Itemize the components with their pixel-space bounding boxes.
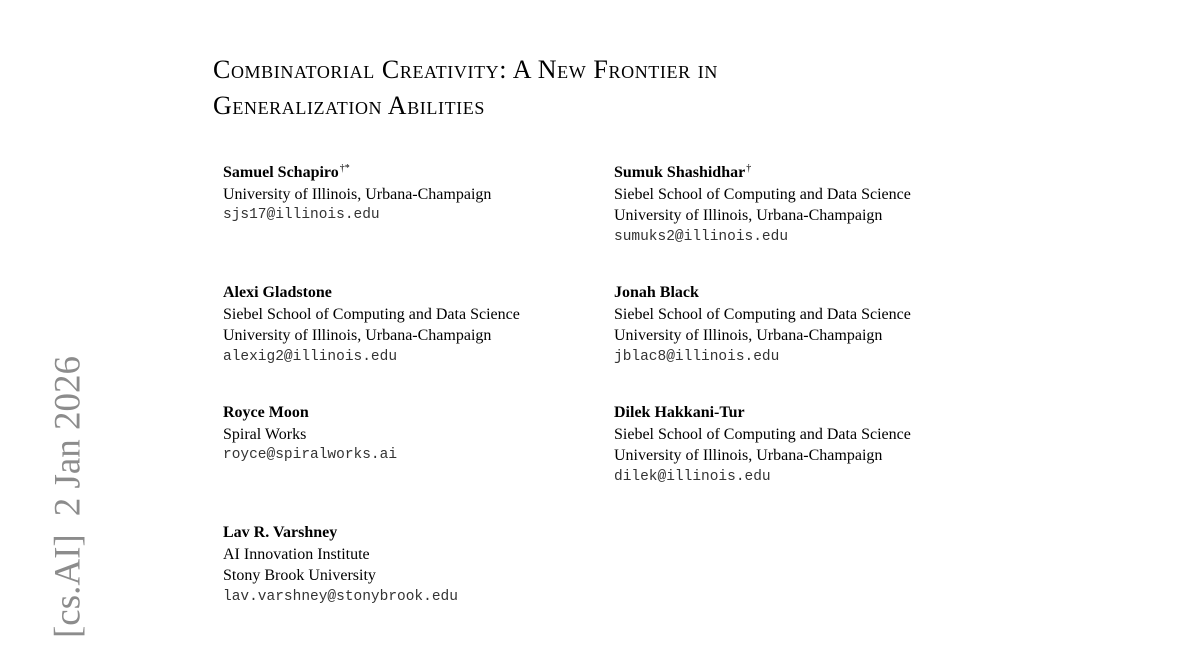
author-name: Dilek Hakkani-Tur	[614, 404, 745, 421]
author-block-gladstone	[223, 282, 520, 368]
author-block-black	[614, 282, 911, 368]
author-affiliation: AI Innovation Institute	[223, 545, 370, 563]
author-block-shashidhar	[614, 162, 911, 248]
author-block-varshney	[223, 522, 458, 608]
author-affiliation: University of Illinois, Urbana-Champaign	[223, 185, 492, 203]
author-name: Samuel Schapiro†*	[223, 162, 350, 181]
author-affiliation: University of Illinois, Urbana-Champaign	[614, 327, 883, 344]
author-name: Royce Moon	[223, 404, 309, 421]
author-email[interactable]: lav.varshney@stonybrook.edu	[223, 588, 458, 605]
paper-title-line-1: Combinatorial Creativity: A New Frontier in	[213, 55, 718, 84]
author-email[interactable]: alexig2@illinois.edu	[223, 348, 398, 365]
paper-title-line-2: Generalization Abilities	[213, 91, 485, 120]
author-affiliation: Siebel School of Computing and Data Science	[614, 425, 911, 443]
author-footnote-marks: †*	[339, 162, 350, 174]
author-affiliation: Siebel School of Computing and Data Science	[614, 305, 911, 323]
author-affiliation: Siebel School of Computing and Data Science	[223, 305, 520, 323]
author-email[interactable]: sumuks2@illinois.edu	[614, 228, 789, 245]
author-email[interactable]: sjs17@illinois.edu	[223, 207, 380, 223]
author-name: Alexi Gladstone	[223, 284, 332, 301]
author-block-schapiro	[223, 162, 491, 227]
author-footnote-marks: †	[746, 162, 752, 174]
arxiv-category: [cs.AI]	[47, 534, 89, 639]
author-name: Lav R. Varshney	[223, 524, 338, 541]
author-affiliation: University of Illinois, Urbana-Champaign	[614, 447, 883, 464]
paper-title	[213, 52, 1073, 124]
author-affiliation: University of Illinois, Urbana-Champaign	[614, 207, 883, 224]
author-affiliation: Spiral Works	[223, 425, 307, 443]
author-name: Jonah Black	[614, 284, 699, 301]
author-name: Sumuk Shashidhar†	[614, 162, 752, 181]
author-email[interactable]: royce@spiralworks.ai	[223, 447, 398, 463]
author-email[interactable]: dilek@illinois.edu	[614, 468, 771, 485]
arxiv-date: 2 Jan 2026	[47, 355, 89, 517]
arxiv-identifier-stamp	[47, 356, 90, 638]
author-affiliation: Stony Brook University	[223, 567, 376, 584]
author-block-moon	[223, 402, 397, 467]
author-block-hakkani-tur	[614, 402, 911, 488]
author-email[interactable]: jblac8@illinois.edu	[614, 348, 780, 365]
author-affiliation: Siebel School of Computing and Data Science	[614, 185, 911, 203]
author-affiliation: University of Illinois, Urbana-Champaign	[223, 327, 492, 344]
